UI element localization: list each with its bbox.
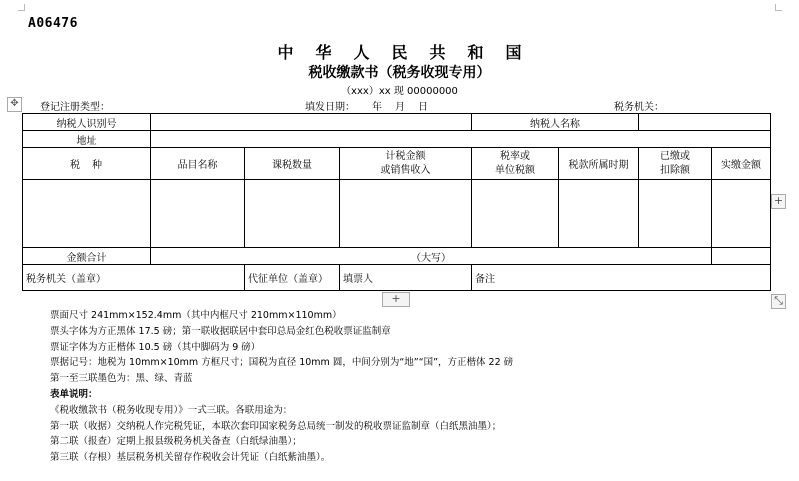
data-cell[interactable] [472,180,559,248]
taxpayer-name-cell[interactable] [639,114,771,131]
registration-type-label: 登记注册类型： [40,102,110,113]
header-tax-rate: 税率或 单位税额 [472,148,559,180]
tax-office-seal-cell[interactable]: 税务机关（盖章） [23,265,245,291]
table-resize-icon[interactable]: ⤡ [771,294,786,309]
header-actual-amount: 实缴金额 [712,148,771,180]
form-code: A06476 [28,16,78,31]
fill-date-label: 填发日期： [305,102,355,113]
note-heading: 表单说明： [50,388,98,400]
date-year: 年 [372,102,382,113]
add-row-icon[interactable]: + [382,292,410,307]
page-corner-mark [18,4,25,11]
address-cell[interactable] [151,131,771,148]
data-cell[interactable] [151,180,245,248]
note-line: 第一联（收据）交纳税人作完税凭证，本联次套印国家税务总局统一制发的税收票证监制章（白纸黑油墨）； [50,420,502,432]
note-line: 《税收缴款书（税务收现专用）》一式三联。各联用途为： [50,404,293,416]
header-taxable-quantity: 课税数量 [245,148,340,180]
data-cell[interactable] [639,180,712,248]
address-label: 地址 [23,131,151,148]
taxpayer-id-cell[interactable] [151,114,472,131]
header-tax-period: 税款所属时期 [559,148,639,180]
note-line: 第二联（报查）定期上报县级税务机关备查（白纸绿油墨）； [50,436,302,448]
taxpayer-name-label: 纳税人名称 [472,114,639,131]
date-month: 月 [395,102,405,113]
page-corner-mark [775,4,782,11]
note-line: 票面尺寸 241mm×152.4mm（其中内框尺寸 210mm×110mm） [50,310,342,321]
total-capital-cell[interactable]: （大写） [151,248,712,265]
add-column-icon[interactable]: + [771,194,786,209]
form-subtitle: 税收缴款书（税务收现专用） [308,65,491,81]
tax-payment-form-table [22,113,771,291]
tax-office-label: 税务机关： [614,102,664,113]
serial-number: （xxx）xx 现 00000000 [341,86,458,97]
header-taxable-amount: 计税金额 或销售收入 [340,148,472,180]
data-cell[interactable] [245,180,340,248]
note-line: 票据记号：地税为 10mm×10mm 方框尺寸；国税为直径 10mm 圆，中间分别为“地”“国”，方正楷体 22 磅 [50,357,514,369]
header-paid-deducted: 已缴或 扣除额 [639,148,712,180]
table-move-handle-icon[interactable]: ✥ [7,97,22,112]
note-line: 第三联（存根）基层税务机关留存作税收会计凭证（白纸紫油墨）。 [50,452,331,464]
total-label: 金额合计 [23,248,151,265]
data-cell[interactable] [23,180,151,248]
taxpayer-id-label: 纳税人识别号 [23,114,151,131]
note-line: 票头字体为方正黑体 17.5 磅；第一联收据联居中套印总局金红色税收票证监制章 [50,325,391,337]
header-item-name: 品目名称 [151,148,245,180]
issuer-cell[interactable]: 填票人 [340,265,472,291]
data-cell[interactable] [712,180,771,248]
total-amount-cell[interactable] [712,248,771,265]
agent-seal-cell[interactable]: 代征单位（盖章） [245,265,340,291]
form-title: 中华人民共和国 [277,43,544,62]
note-line: 第一至三联墨色为：黑、绿、青蓝 [50,373,193,385]
note-line: 票证字体为方正楷体 10.5 磅（其中脚码为 9 磅） [50,341,261,353]
header-tax-type: 税 种 [23,148,151,180]
date-day: 日 [418,102,428,113]
remarks-cell[interactable]: 备注 [472,265,771,291]
data-cell[interactable] [340,180,472,248]
data-cell[interactable] [559,180,639,248]
